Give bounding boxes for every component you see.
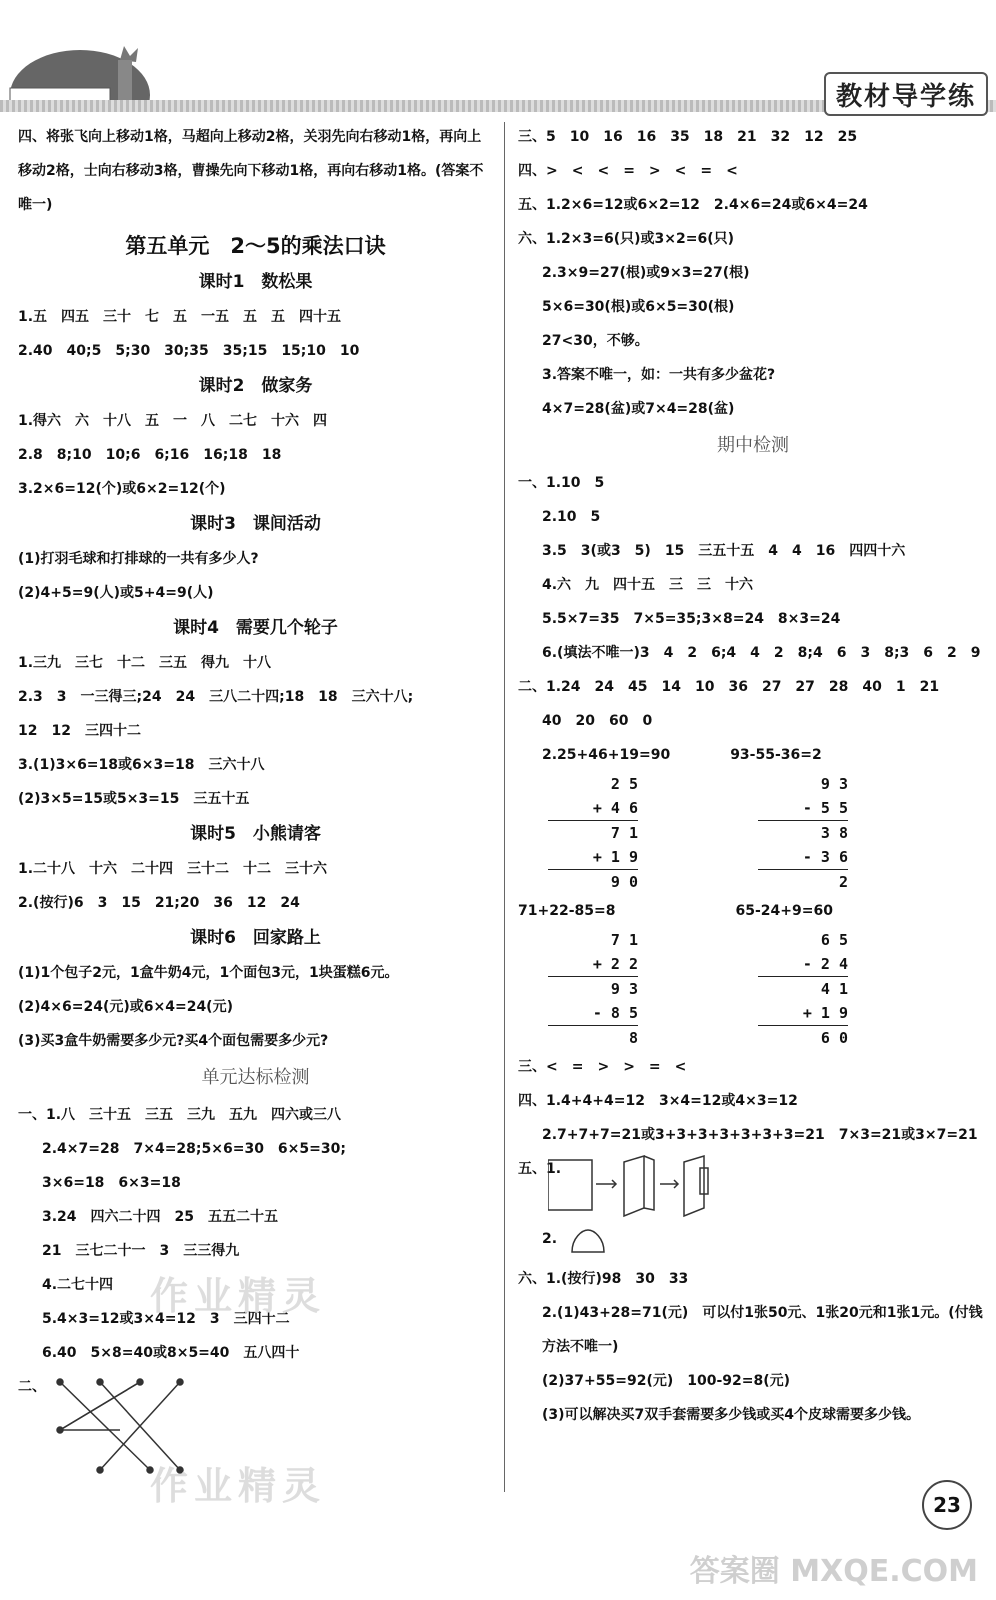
calc-step: - 5 5 <box>802 799 848 817</box>
q4-intro: 四、将张飞向上移动1格，马超向上移动2格，关羽先向右移动1格，再向上移动2格，士向右移动3格，曹操先向下移动1格，再向右移动1格。(答案不唯一) <box>18 129 484 213</box>
answer-line: 四、1.4+4+4=12 3×4=12或4×3=12 <box>518 1093 798 1109</box>
calc-label: 2.25+46+19=90 <box>542 747 671 763</box>
calc-labels-row-2 <box>518 894 988 928</box>
calc-step: 6 5 <box>820 931 848 949</box>
answer-line: 二、1.24 24 45 14 10 36 27 27 28 40 1 21 <box>518 679 940 695</box>
answer-line: 3.答案不唯一，如：一共有多少盆花? <box>542 367 776 383</box>
lesson-title: 课时4 需要几个轮子 <box>173 618 338 638</box>
calc-step: 2 5 <box>610 775 638 793</box>
q5-2-label: 2. <box>542 1231 558 1247</box>
lesson-line: 3.2×6=12(个)或6×2=12(个) <box>18 481 226 497</box>
lesson-line: 1.三九 三七 十二 三五 得九 十八 <box>18 655 272 671</box>
answer-line: 2.(1)43+28=71(元) 可以付1张50元、1张20元和1张1元。(付钱方法不唯一) <box>542 1305 983 1355</box>
answer-line: 2.10 5 <box>542 509 601 525</box>
answer-line: 三、5 10 16 16 35 18 21 32 12 25 <box>518 129 858 145</box>
answer-line: 一、1.10 5 <box>518 475 605 491</box>
answer-line: (2)37+55=92(元) 100-92=8(元) <box>542 1373 791 1389</box>
calc-step: 9 3 <box>820 775 848 793</box>
lesson-line: (3)买3盒牛奶需要多少元?买4个面包需要多少元? <box>18 1033 329 1049</box>
test-line: 3×6=18 6×3=18 <box>42 1175 181 1191</box>
calc-step: - 3 6 <box>802 848 848 866</box>
lesson-line: 1.二十八 十六 二十四 三十二 十二 三十六 <box>18 861 328 877</box>
answer-line: 六、1.(按行)98 30 33 <box>518 1271 689 1287</box>
peach-shape-icon <box>568 1226 608 1256</box>
lesson-line: (2)3×5=15或5×3=15 三五十五 <box>18 791 250 807</box>
vertical-calc <box>548 772 638 894</box>
answer-line: 27<30，不够。 <box>542 333 649 349</box>
answer-line: 5×6=30(根)或6×5=30(根) <box>542 299 735 315</box>
lesson-line: 3.(1)3×6=18或6×3=18 三六十八 <box>18 757 265 773</box>
midterm-title: 期中检测 <box>717 435 789 456</box>
answer-line: 三、< = > > = < <box>518 1059 687 1075</box>
answer-line: 4×7=28(盆)或7×4=28(盆) <box>542 401 735 417</box>
calc-step: 8 <box>548 1025 638 1050</box>
paper-fold-figure <box>518 1152 988 1222</box>
lesson-line: 1.五 四五 三十 七 五 一五 五 五 四十五 <box>18 309 342 325</box>
shape-figure <box>518 1222 988 1262</box>
lesson-line: (2)4+5=9(人)或5+4=9(人) <box>18 585 214 601</box>
q5-label: 五、1. <box>518 1161 562 1177</box>
answer-line: 2.3×9=27(根)或9×3=27(根) <box>542 265 750 281</box>
calc-step: + 4 6 <box>592 799 638 817</box>
right-column <box>518 120 988 1432</box>
page-number: 23 <box>922 1480 972 1530</box>
calc-step: 9 0 <box>548 869 638 894</box>
calc-step: - 8 5 <box>592 1004 638 1022</box>
calc-label: 65-24+9=60 <box>735 903 833 919</box>
watermark-text: 作业精灵 <box>150 1464 327 1508</box>
test-line: 4.二七十四 <box>42 1277 114 1293</box>
lesson-title: 课时2 做家务 <box>198 376 313 396</box>
answer-line: (3)可以解决买7双手套需要多少钱或买4个皮球需要多少钱。 <box>542 1407 921 1423</box>
calc-step: + 2 2 <box>592 955 638 973</box>
calc-step: 4 1 <box>758 976 848 1001</box>
answer-line: 五、1.2×6=12或6×2=12 2.4×6=24或6×4=24 <box>518 197 868 213</box>
lesson-title: 课时3 课间活动 <box>190 514 321 534</box>
calc-step: + 1 9 <box>592 848 638 866</box>
lesson-title: 课时1 数松果 <box>198 272 313 292</box>
header-title: 教材导学练 <box>824 72 988 116</box>
calc-step: 3 8 <box>758 820 848 845</box>
calc-step: 7 1 <box>548 820 638 845</box>
vertical-calc <box>758 772 848 894</box>
calc-step: + 1 9 <box>802 1004 848 1022</box>
test-line: 2.4×7=28 7×4=28;5×6=30 6×5=30; <box>42 1141 346 1157</box>
answer-line: 3.5 3(或3 5) 15 三五十五 4 4 16 四四十六 <box>542 543 906 559</box>
answer-line: 6.(填法不唯一)3 4 2 6;4 4 2 8;4 6 3 8;3 6 2 9 <box>542 645 981 661</box>
calc-step: 6 0 <box>758 1025 848 1050</box>
answer-line: 2.7+7+7=21或3+3+3+3+3+3+3=21 7×3=21或3×7=21 <box>542 1127 978 1143</box>
vertical-calc-row-1 <box>518 772 988 894</box>
lesson-line: 1.得六 六 十八 五 一 八 二七 十六 四 <box>18 413 328 429</box>
unit-title: 第五单元 2～5的乘法口诀 <box>125 234 386 258</box>
calc-label: 93-55-36=2 <box>730 747 822 763</box>
lesson-line: 2.(按行)6 3 15 21;20 36 12 24 <box>18 895 300 911</box>
test-line: 6.40 5×8=40或8×5=40 五八四十 <box>42 1345 300 1361</box>
lesson-line: (2)4×6=24(元)或6×4=24(元) <box>18 999 233 1015</box>
lesson-line: 2.3 3 一三得三;24 24 三八二十四;18 18 三六十八; <box>18 689 414 705</box>
lesson-title: 课时5 小熊请客 <box>190 824 321 844</box>
lesson-line: 2.40 40;5 5;30 30;35 35;15 15;10 10 <box>18 343 360 359</box>
lesson-line: (1)1个包子2元，1盒牛奶4元，1个面包3元，1块蛋糕6元。 <box>18 965 399 981</box>
column-divider <box>504 122 505 1492</box>
watermark-text: 作业精灵 <box>150 1274 327 1318</box>
test-line: 3.24 四六二十四 25 五五二十五 <box>42 1209 279 1225</box>
lesson-title: 课时6 回家路上 <box>190 928 321 948</box>
vertical-calc <box>758 928 848 1050</box>
calc-labels-row-1 <box>518 738 988 772</box>
lesson-line: 12 12 三四十二 <box>18 723 141 739</box>
calc-step: 9 3 <box>548 976 638 1001</box>
answer-line: 5.5×7=35 7×5=35;3×8=24 8×3=24 <box>542 611 841 627</box>
calc-label: 71+22-85=8 <box>518 903 616 919</box>
paper-fold-icon <box>548 1154 768 1220</box>
calc-step: 2 <box>758 869 848 894</box>
test-line: 一、1.八 三十五 三五 三九 五九 四六或三八 <box>18 1107 342 1123</box>
answer-line: 4.六 九 四十五 三 三 十六 <box>542 577 754 593</box>
calc-step: 7 1 <box>610 931 638 949</box>
vertical-calc-row-2 <box>518 928 988 1050</box>
q2-label: 二、 <box>18 1379 46 1395</box>
test-line: 21 三七二十一 3 三三得九 <box>42 1243 240 1259</box>
vertical-calc <box>548 928 638 1050</box>
test-line: 5.4×3=12或3×4=12 3 三四十二 <box>42 1311 290 1327</box>
unit-test-title: 单元达标检测 <box>201 1067 310 1088</box>
answer-line: 六、1.2×3=6(只)或3×2=6(只) <box>518 231 735 247</box>
bottom-watermark: 答案圈 MXQE.COM <box>689 1554 978 1589</box>
decorative-castle-icon <box>0 0 180 112</box>
answer-line: 四、> < < = > < = < <box>518 163 738 179</box>
lesson-line: 2.8 8;10 10;6 6;16 16;18 18 <box>18 447 282 463</box>
lesson-line: (1)打羽毛球和打排球的一共有多少人? <box>18 551 259 567</box>
page-header <box>0 0 996 120</box>
calc-step: - 2 4 <box>802 955 848 973</box>
answer-line: 40 20 60 0 <box>542 713 653 729</box>
